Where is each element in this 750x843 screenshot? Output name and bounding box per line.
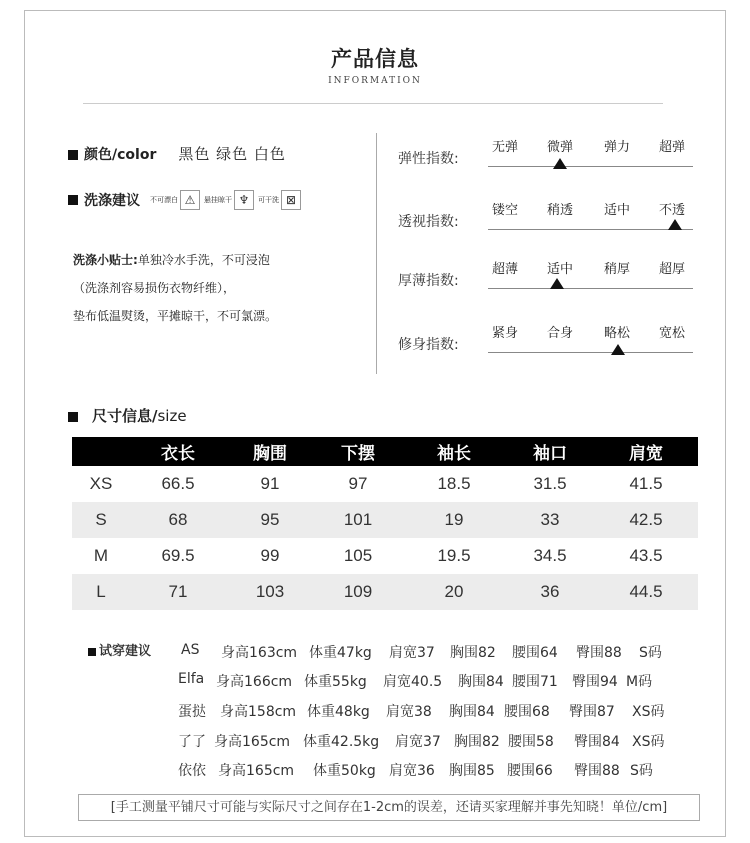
table-cell: 105 (343, 546, 373, 565)
wash-item-label: 悬挂晾干 (204, 196, 232, 204)
tryon-bust: 胸围84 (449, 704, 495, 720)
table-row (72, 574, 698, 610)
page-title: 产品信息 (331, 47, 419, 71)
table-row (72, 466, 698, 502)
index-scale-line (488, 352, 693, 353)
page-subtitle: INFORMATION (328, 76, 422, 86)
size-table (72, 437, 698, 610)
column-header: 下摆 (314, 437, 402, 466)
table-cell: 31.5 (533, 474, 567, 493)
index-option: 稍厚 (603, 262, 630, 277)
vertical-divider (376, 133, 377, 374)
index-name: 修身指数: (398, 337, 459, 353)
table-cell: 36 (506, 574, 594, 610)
tips-line: （洗涤剂容易损伤衣物纤维）， (73, 281, 236, 295)
table-cell: 34.5 (533, 546, 567, 565)
index-option: 超厚 (658, 262, 685, 277)
tryon-heading (88, 640, 151, 659)
tips-line: 单独冷水手洗，不可浸泡 (137, 253, 270, 267)
tips-line: 垫布低温熨烫，平摊晾干，不可氯漂。 (73, 309, 278, 323)
index-option: 合身 (546, 326, 573, 341)
index-option: 宽松 (658, 326, 685, 341)
column-header: 胸围 (226, 437, 314, 466)
table-row (72, 538, 698, 574)
table-cell: 18.5 (437, 474, 471, 493)
column-header: 袖口 (506, 437, 594, 466)
table-cell: 71 (130, 574, 226, 610)
tryon-hip: 臀围94 (572, 674, 618, 690)
wash-item-label: 可干洗 (258, 196, 279, 204)
table-row (72, 502, 698, 538)
table-cell: 97 (348, 474, 368, 493)
index-scale-line (488, 229, 693, 230)
index-option: 弹力 (603, 140, 630, 155)
tryon-hip: 臀围84 (574, 734, 620, 750)
tryon-hip: 臀围87 (569, 704, 615, 720)
table-cell: 109 (314, 574, 402, 610)
table-cell: 33 (506, 502, 594, 538)
tryon-bust: 胸围84 (458, 674, 504, 690)
wash-item-no-bleach (150, 190, 200, 210)
index-option: 适中 (603, 203, 630, 218)
table-cell: 20 (402, 574, 506, 610)
index-name: 厚薄指数: (398, 273, 459, 289)
index-name: 透视指数: (398, 214, 459, 230)
tryon-waist: 腰围71 (512, 674, 558, 690)
tryon-size: XS码 (632, 734, 665, 750)
table-cell: 19 (402, 502, 506, 538)
size-title: 尺寸信息/ (92, 407, 158, 425)
tryon-model-name: Elfa (178, 671, 205, 687)
index-option: 紧身 (491, 326, 518, 341)
index-option: 镂空 (491, 203, 518, 218)
table-cell: 66.5 (161, 474, 195, 493)
hang-dry-icon: ♆ (234, 190, 254, 210)
index-option: 无弹 (491, 140, 518, 155)
tryon-size: M码 (626, 674, 653, 690)
color-label: 颜色/color (84, 147, 157, 163)
bullet-square-icon (88, 648, 96, 656)
wash-item-dry-clean (258, 190, 301, 210)
tryon-size: XS码 (632, 704, 665, 720)
title-divider (83, 103, 663, 104)
tryon-waist: 腰围66 (507, 763, 553, 779)
tryon-bust: 胸围82 (454, 734, 500, 750)
index-scale-line (488, 288, 693, 289)
index-transparency (398, 199, 698, 239)
table-cell: L (72, 574, 130, 610)
index-scale-line (488, 166, 693, 167)
table-cell: 68 (130, 502, 226, 538)
tryon-height: 身高158cm (220, 704, 297, 720)
index-marker-icon (668, 219, 682, 230)
table-cell: 43.5 (629, 546, 663, 565)
tryon-height: 身高165cm (218, 763, 295, 779)
bullet-square-icon (68, 195, 78, 205)
tryon-weight: 体重47kg (309, 645, 372, 661)
column-header (72, 437, 130, 466)
bullet-square-icon (68, 150, 78, 160)
column-header: 肩宽 (594, 437, 698, 466)
size-heading (68, 405, 187, 426)
tryon-hip: 臀围88 (576, 645, 622, 661)
tryon-shoulder: 肩宽37 (389, 645, 435, 661)
color-values: 黑色 绿色 白色 (178, 145, 286, 163)
index-option: 略松 (603, 326, 630, 341)
tryon-label: 试穿建议 (99, 644, 152, 659)
index-name: 弹性指数: (398, 151, 459, 167)
size-table-header (72, 437, 698, 466)
index-option: 适中 (546, 262, 573, 277)
no-bleach-icon: ⚠ (180, 190, 200, 210)
column-header: 袖长 (402, 437, 506, 466)
wash-row (68, 190, 305, 210)
index-option: 超薄 (491, 262, 518, 277)
table-cell: 91 (260, 474, 280, 493)
tips-title: 洗涤小贴士: (73, 253, 138, 267)
tryon-model-name: 蛋挞 (178, 704, 206, 720)
tryon-weight: 体重42.5kg (303, 734, 380, 750)
tryon-size: S码 (639, 645, 662, 661)
tryon-weight: 体重50kg (313, 763, 376, 779)
tryon-weight: 体重55kg (304, 674, 367, 690)
tryon-height: 身高165cm (214, 734, 291, 750)
tryon-size: S码 (630, 763, 653, 779)
tryon-bust: 胸围85 (449, 763, 495, 779)
dry-clean-icon: ⊠ (281, 190, 301, 210)
tryon-height: 身高166cm (216, 674, 293, 690)
tryon-waist: 腰围64 (512, 645, 558, 661)
tryon-weight: 体重48kg (307, 704, 370, 720)
tryon-shoulder: 肩宽40.5 (383, 674, 443, 690)
tryon-bust: 胸围82 (450, 645, 496, 661)
column-header: 衣长 (130, 437, 226, 466)
index-thickness (398, 258, 698, 298)
tryon-waist: 腰围68 (504, 704, 550, 720)
table-cell: 42.5 (594, 502, 698, 538)
table-cell: 69.5 (161, 546, 195, 565)
measurement-note: [手工测量平铺尺寸可能与实际尺寸之间存在1-2cm的误差，还请买家理解并事先知晓！单位/cm] (78, 794, 700, 821)
wash-item-hang-dry (204, 190, 254, 210)
bullet-square-icon (68, 412, 78, 422)
table-cell: 101 (314, 502, 402, 538)
index-marker-icon (550, 278, 564, 289)
tryon-shoulder: 肩宽38 (386, 704, 432, 720)
wash-tips (73, 246, 277, 330)
index-option: 超弹 (658, 140, 685, 155)
table-cell: S (72, 502, 130, 538)
table-cell: 99 (260, 546, 280, 565)
tryon-shoulder: 肩宽37 (395, 734, 441, 750)
tryon-hip: 臀围88 (574, 763, 620, 779)
tryon-height: 身高163cm (221, 645, 298, 661)
tryon-model-name: AS (181, 642, 200, 658)
index-option: 不透 (658, 203, 685, 218)
index-marker-icon (553, 158, 567, 169)
index-option: 微弹 (546, 140, 573, 155)
table-cell: 41.5 (629, 474, 663, 493)
table-cell: 103 (226, 574, 314, 610)
index-option: 稍透 (546, 203, 573, 218)
size-title-en: size (157, 407, 187, 425)
tryon-shoulder: 肩宽36 (389, 763, 435, 779)
index-marker-icon (611, 344, 625, 355)
wash-label: 洗涤建议 (84, 193, 140, 209)
table-cell: XS (89, 474, 113, 493)
index-fit (398, 322, 698, 362)
wash-item-label: 不可漂白 (150, 196, 178, 204)
table-cell: 95 (226, 502, 314, 538)
tryon-waist: 腰围58 (508, 734, 554, 750)
table-cell: 44.5 (594, 574, 698, 610)
color-row (68, 143, 286, 164)
tryon-model-name: 依依 (178, 763, 206, 779)
index-elasticity (398, 136, 698, 176)
table-cell: M (93, 546, 109, 565)
tryon-model-name: 了了 (178, 734, 206, 750)
table-cell: 19.5 (437, 546, 471, 565)
